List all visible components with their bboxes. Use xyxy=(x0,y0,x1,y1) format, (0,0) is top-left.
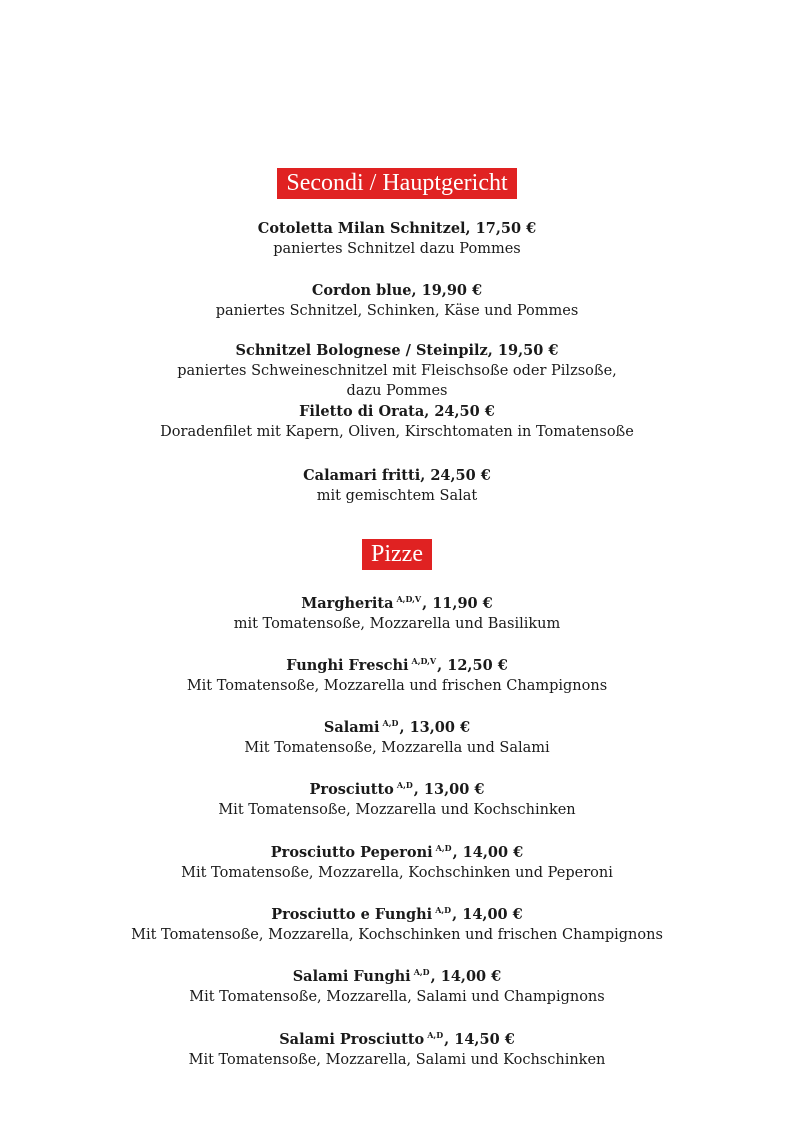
menu-item xyxy=(0,402,794,442)
menu-item-price: 24,50 € xyxy=(430,467,491,484)
menu-item-name-line: Calamari fritti, 24,50 € xyxy=(303,467,491,484)
menu-item-name: Margherita xyxy=(301,595,394,612)
menu-item-description: paniertes Schnitzel dazu Pommes xyxy=(273,241,521,257)
menu-item-name-line: Salami Funghi $^{A,D}$, 14,00 € xyxy=(292,967,502,985)
allergen-codes: A,D xyxy=(382,718,399,728)
menu-item xyxy=(0,219,794,259)
menu-item-name-line: Cotoletta Milan Schnitzel, 17,50 € xyxy=(257,220,537,237)
menu-item-description: dazu Pommes xyxy=(346,383,448,399)
section-title-pizze xyxy=(0,539,794,570)
allergen-codes: A,D,V xyxy=(411,656,437,666)
allergen-codes: A,D xyxy=(435,843,452,853)
menu-item xyxy=(0,281,794,321)
menu-item-description: Mit Tomatensoße, Mozzarella und frischen Champignons xyxy=(186,678,608,694)
menu-item xyxy=(0,713,794,758)
menu-item-description: paniertes Schweineschnitzel mit Fleischsoße oder Pilzsoße, xyxy=(177,363,617,379)
menu-item-price: 11,90 € xyxy=(432,595,493,612)
menu-item-description: Mit Tomatensoße, Mozzarella und Salami xyxy=(244,740,550,756)
menu-item-name: Filetto di Orata xyxy=(299,403,425,420)
menu-item-name: Schnitzel Bolognese / Steinpilz xyxy=(235,342,488,359)
menu-item-name: Cotoletta Milan Schnitzel xyxy=(257,220,466,237)
menu-item-description: Mit Tomatensoße, Mozzarella, Kochschinken und Peperoni xyxy=(181,865,613,881)
menu-item-description: Mit Tomatensoße, Mozzarella, Salami und Kochschinken xyxy=(188,1052,606,1068)
menu-item-price: 14,50 € xyxy=(454,1031,515,1048)
menu-item-name-line: Filetto di Orata, 24,50 € xyxy=(299,403,495,420)
menu-item-description: Doradenfilet mit Kapern, Oliven, Kirschtomaten in Tomatensoße xyxy=(160,424,634,440)
menu-item-price: 19,50 € xyxy=(497,342,559,359)
menu-item-name-line: Funghi Freschi $^{A,D,V}$, 12,50 € xyxy=(286,656,508,674)
menu-item xyxy=(0,838,794,883)
allergen-codes: A,D xyxy=(413,967,430,977)
menu-item-name: Prosciutto Peperoni xyxy=(270,844,433,861)
menu-item-price: 12,50 € xyxy=(447,657,508,674)
section-title-label: Secondi / Hauptgericht xyxy=(277,168,516,199)
menu-item-name-line: Prosciutto Peperoni $^{A,D}$, 14,00 € xyxy=(270,843,524,861)
menu-item-description: Mit Tomatensoße, Mozzarella, Salami und Champignons xyxy=(189,989,605,1005)
menu-item-description: Mit Tomatensoße, Mozzarella, Kochschinken und frischen Champignons xyxy=(131,927,663,943)
menu-item-name: Calamari fritti xyxy=(303,467,421,484)
menu-item-price: 14,00 € xyxy=(440,968,502,985)
menu-item-name-line: Cordon blue, 19,90 € xyxy=(311,282,483,299)
section-title-label: Pizze xyxy=(362,539,432,570)
menu-item-name: Cordon blue xyxy=(311,282,412,299)
menu-item-name-line: Prosciutto e Funghi $^{A,D}$, 14,00 € xyxy=(271,905,523,923)
section-title-secondi xyxy=(0,168,794,199)
menu-item-name-line: Salami $^{A,D}$, 13,00 € xyxy=(323,718,471,736)
menu-item-description: mit Tomatensoße, Mozzarella und Basilikum xyxy=(233,616,561,632)
menu-item xyxy=(0,651,794,696)
menu-item-name: Salami Prosciutto xyxy=(279,1031,425,1048)
menu-item-price: 19,90 € xyxy=(421,282,483,299)
menu-item xyxy=(0,341,794,401)
menu-item xyxy=(0,962,794,1007)
menu-item-name: Salami xyxy=(323,719,380,736)
menu-item-name: Salami Funghi xyxy=(292,968,411,985)
menu-item-name: Funghi Freschi xyxy=(286,657,409,674)
menu-item-name-line: Margherita $^{A,D,V}$, 11,90 € xyxy=(301,594,493,612)
menu-item-price: 24,50 € xyxy=(434,403,495,420)
menu-item-description: Mit Tomatensoße, Mozzarella und Kochschinken xyxy=(218,802,576,818)
menu-item-name: Prosciutto e Funghi xyxy=(271,906,433,923)
menu-item-price: 14,00 € xyxy=(462,844,524,861)
menu-item xyxy=(0,775,794,820)
menu-item xyxy=(0,1025,794,1070)
allergen-codes: A,D xyxy=(396,780,413,790)
allergen-codes: A,D,V xyxy=(396,594,422,604)
menu-item-name: Prosciutto xyxy=(309,781,394,798)
menu-item-price: 14,00 € xyxy=(462,906,523,923)
menu-item-price: 17,50 € xyxy=(475,220,537,237)
menu-item xyxy=(0,589,794,634)
menu-item-name-line: Salami Prosciutto $^{A,D}$, 14,50 € xyxy=(279,1030,515,1048)
menu-item xyxy=(0,466,794,506)
menu-item-price: 13,00 € xyxy=(409,719,471,736)
menu-item-price: 13,00 € xyxy=(423,781,485,798)
menu-item-name-line: Schnitzel Bolognese / Steinpilz, 19,50 € xyxy=(235,342,559,359)
allergen-codes: A,D xyxy=(435,905,452,915)
allergen-codes: A,D xyxy=(427,1030,444,1040)
menu-item-name-line: Prosciutto $^{A,D}$, 13,00 € xyxy=(309,780,485,798)
menu-item xyxy=(0,900,794,945)
menu-item-description: paniertes Schnitzel, Schinken, Käse und Pommes xyxy=(215,303,579,319)
menu-item-description: mit gemischtem Salat xyxy=(316,488,478,504)
